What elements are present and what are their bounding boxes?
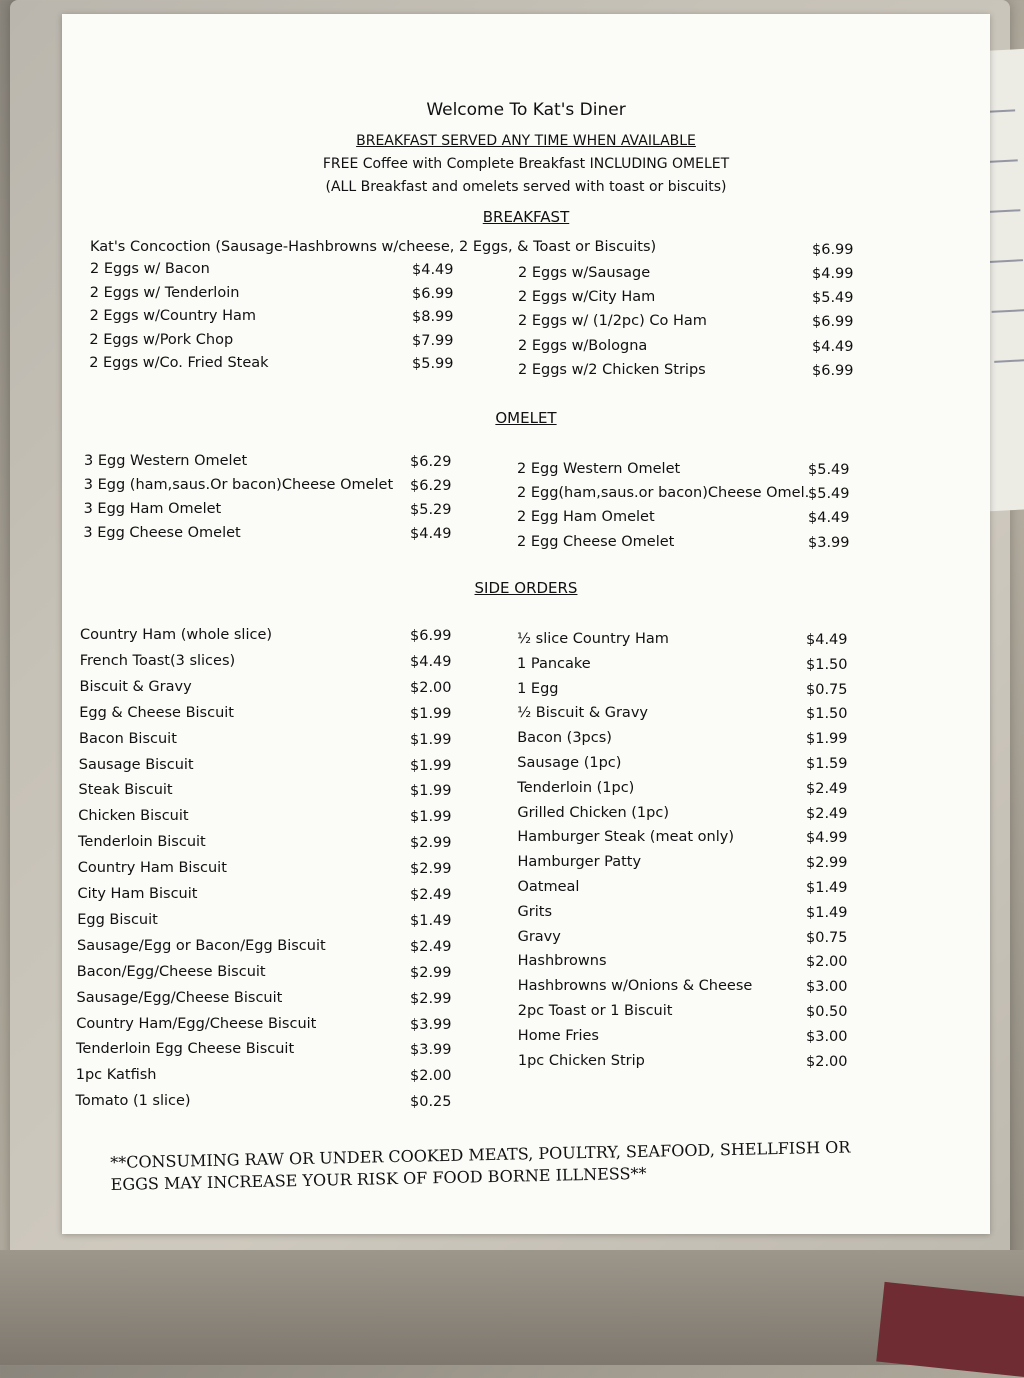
menu-item-price: $3.99 (808, 534, 850, 551)
menu-item-name: 1 Pancake (517, 655, 591, 672)
menu-item-name: Chicken Biscuit (78, 808, 189, 825)
menu-item-price: $7.99 (412, 332, 454, 349)
omelet-heading: OMELET (495, 409, 557, 427)
menu-item-price: $2.00 (806, 954, 848, 971)
menu-item-price: $2.99 (410, 861, 452, 878)
menu-item-name: 1pc Katfish (75, 1067, 157, 1084)
menu-item-price: $2.49 (410, 938, 452, 955)
menu-item-name: Bacon (3pcs) (517, 730, 612, 747)
red-folder (876, 1282, 1024, 1378)
menu-item-name: 1pc Chicken Strip (517, 1052, 645, 1069)
menu-item-name: 2 Egg(ham,saus.or bacon)Cheese Omel. (517, 485, 810, 502)
menu-item-name: Oatmeal (517, 879, 580, 895)
scribble-mark (992, 309, 1024, 313)
menu-item-name: Grilled Chicken (1pc) (517, 804, 669, 821)
menu-item-price: $6.29 (410, 454, 452, 470)
breakfast-hours-note: BREAKFAST SERVED ANY TIME WHEN AVAILABLE (356, 133, 696, 149)
menu-item-name: Bacon Biscuit (79, 730, 177, 747)
menu-item-price: $1.99 (410, 731, 452, 748)
menu-item-price: $3.00 (806, 979, 848, 996)
menu-item-price: $2.49 (410, 887, 452, 903)
menu-item-name: Tenderloin Egg Cheese Biscuit (76, 1041, 295, 1058)
menu-item-price: $4.49 (806, 632, 848, 648)
menu-item-name: 2 Eggs w/Co. Fried Steak (89, 355, 269, 372)
menu-item-price: $4.49 (410, 653, 452, 670)
menu-item-price: $4.99 (806, 830, 848, 847)
table-surface (0, 1250, 1024, 1365)
menu-item-price: $6.99 (410, 628, 452, 644)
menu-item-name: Egg Biscuit (77, 911, 158, 928)
menu-item-price: $3.00 (806, 1028, 848, 1045)
menu-item-price: $1.50 (806, 706, 848, 723)
menu-item-name: Country Ham/Egg/Cheese Biscuit (76, 1015, 317, 1032)
menu-item-name: 2 Eggs w/City Ham (518, 289, 656, 306)
scribble-mark (986, 209, 1020, 213)
menu-item-name: 2 Egg Western Omelet (517, 461, 681, 477)
menu-item-name: 2 Eggs w/Bologna (518, 337, 648, 354)
menu-item-name: Egg & Cheese Biscuit (79, 704, 234, 721)
menu-item-price: $5.29 (410, 502, 452, 518)
menu-item-name: 2pc Toast or 1 Biscuit (517, 1003, 673, 1019)
menu-item-name: Sausage/Egg or Bacon/Egg Biscuit (77, 937, 326, 954)
menu-item-name: Gravy (517, 928, 561, 945)
menu-item-name: 2 Eggs w/ Bacon (90, 261, 210, 277)
menu-item-price: $4.49 (410, 526, 452, 542)
menu-item-name: Tomato (1 slice) (75, 1093, 191, 1110)
menu-item-name: 3 Egg Ham Omelet (83, 501, 222, 517)
menu-item-price: $0.25 (410, 1094, 452, 1111)
menu-item-price: $5.49 (808, 462, 850, 478)
menu-item-price: $1.49 (806, 880, 848, 896)
menu-item-price: $1.50 (806, 656, 848, 673)
scribble-mark (989, 259, 1023, 263)
breakfast-heading: BREAKFAST (482, 208, 570, 226)
menu-item-name: Steak Biscuit (78, 782, 173, 799)
menu-item-name: ½ slice Country Ham (517, 631, 669, 647)
menu-item-name: 3 Egg Western Omelet (84, 453, 248, 469)
menu-item-price: $6.99 (812, 314, 854, 331)
menu-item-price: $1.99 (410, 757, 452, 774)
warning-line-2: EGGS MAY INCREASE YOUR RISK OF FOOD BORNE ILLNESS** (110, 1163, 647, 1194)
menu-item-price: $4.99 (812, 266, 854, 282)
menu-item-price: $1.59 (806, 756, 848, 772)
food-safety-warning (110, 1135, 911, 1196)
menu-item-name: 1 Egg (517, 680, 559, 697)
menu-item-price: $3.99 (410, 1042, 452, 1059)
menu-item-price: $2.99 (410, 835, 452, 852)
menu-item-name: Sausage (1pc) (517, 755, 622, 771)
menu-item-price: $2.00 (806, 1053, 848, 1070)
menu-item-price: $2.99 (410, 990, 452, 1007)
menu-item-price: $4.49 (412, 262, 454, 278)
menu-item-price: $2.99 (410, 964, 452, 981)
menu-item-price: $3.99 (410, 1016, 452, 1033)
menu-item-price: $4.49 (808, 510, 850, 527)
menu-item-name: 2 Eggs w/ Tenderloin (89, 284, 240, 301)
menu-item-name: ½ Biscuit & Gravy (517, 705, 648, 722)
side-orders-heading: SIDE ORDERS (474, 579, 578, 597)
menu-item-price: $2.99 (806, 855, 848, 872)
kats-concoction-price: $6.99 (812, 242, 854, 258)
menu-item-name: Hashbrowns (517, 953, 607, 970)
menu-item-price: $0.75 (806, 681, 848, 698)
menu-item-price: $1.49 (410, 912, 452, 929)
menu-item-name: Grits (517, 903, 553, 920)
menu-item-price: $6.99 (812, 362, 854, 379)
warning-line-1: **CONSUMING RAW OR UNDER COOKED MEATS, POULTRY, SEAFOOD, SHELLFISH OR (110, 1137, 851, 1172)
menu-item-name: 2 Eggs w/2 Chicken Strips (518, 361, 706, 378)
menu-item-price: $1.49 (806, 904, 848, 921)
menu-item-name: 2 Eggs w/Sausage (518, 265, 651, 281)
served-with-note: (ALL Breakfast and omelets served with toast or biscuits) (325, 179, 727, 195)
menu-item-price: $1.99 (806, 731, 848, 748)
menu-item-name: Tenderloin Biscuit (78, 834, 206, 851)
menu-item-name: Sausage/Egg/Cheese Biscuit (76, 989, 283, 1006)
menu-page (62, 14, 990, 1234)
menu-item-name: Tenderloin (1pc) (517, 779, 635, 796)
menu-item-name: Sausage Biscuit (78, 756, 194, 773)
menu-item-name: City Ham Biscuit (77, 886, 198, 902)
menu-item-price: $5.49 (812, 290, 854, 307)
kats-concoction-name: Kat's Concoction (Sausage-Hashbrowns w/cheese, 2 Eggs, & Toast or Biscuits) (90, 239, 657, 255)
menu-item-name: Bacon/Egg/Cheese Biscuit (76, 963, 266, 980)
scribble-mark (994, 359, 1024, 363)
menu-item-name: French Toast(3 slices) (79, 652, 236, 669)
menu-item-price: $1.99 (410, 705, 452, 722)
menu-item-price: $5.99 (412, 356, 454, 373)
menu-item-price: $2.00 (410, 1068, 452, 1085)
menu-item-price: $6.99 (412, 285, 454, 302)
menu-item-price: $6.29 (410, 478, 452, 494)
menu-item-name: Biscuit & Gravy (79, 678, 192, 695)
menu-item-price: $2.49 (806, 780, 848, 797)
menu-item-name: Country Ham (whole slice) (80, 627, 273, 643)
menu-item-price: $8.99 (412, 309, 454, 326)
menu-item-name: 3 Egg (ham,saus.Or bacon)Cheese Omelet (83, 477, 394, 493)
diner-title: Welcome To Kat's Diner (426, 100, 626, 120)
menu-item-price: $0.75 (806, 929, 848, 946)
menu-item-name: 2 Egg Cheese Omelet (517, 533, 675, 550)
menu-item-name: 3 Egg Cheese Omelet (83, 525, 241, 541)
menu-item-name: Hashbrowns w/Onions & Cheese (517, 978, 753, 995)
menu-header (62, 100, 990, 199)
menu-item-price: $0.50 (806, 1004, 848, 1020)
menu-item-price: $1.99 (410, 809, 452, 826)
menu-item-name: Country Ham Biscuit (77, 860, 227, 877)
menu-item-price: $2.49 (806, 805, 848, 822)
menu-item-price: $1.99 (410, 783, 452, 800)
free-coffee-note: FREE Coffee with Complete Breakfast INCLUDING OMELET (322, 156, 730, 172)
menu-item-price: $4.49 (812, 338, 854, 355)
menu-item-name: 2 Eggs w/Country Ham (89, 308, 257, 325)
menu-item-name: Home Fries (517, 1027, 599, 1044)
menu-item-name: 2 Eggs w/Pork Chop (89, 331, 234, 348)
menu-item-price: $5.49 (808, 486, 850, 503)
menu-item-name: Hamburger Steak (meat only) (517, 829, 735, 846)
menu-item-name: Hamburger Patty (517, 854, 642, 871)
menu-item-price: $2.00 (410, 679, 452, 696)
menu-item-name: 2 Egg Ham Omelet (517, 509, 655, 526)
menu-item-name: 2 Eggs w/ (1/2pc) Co Ham (518, 313, 707, 330)
